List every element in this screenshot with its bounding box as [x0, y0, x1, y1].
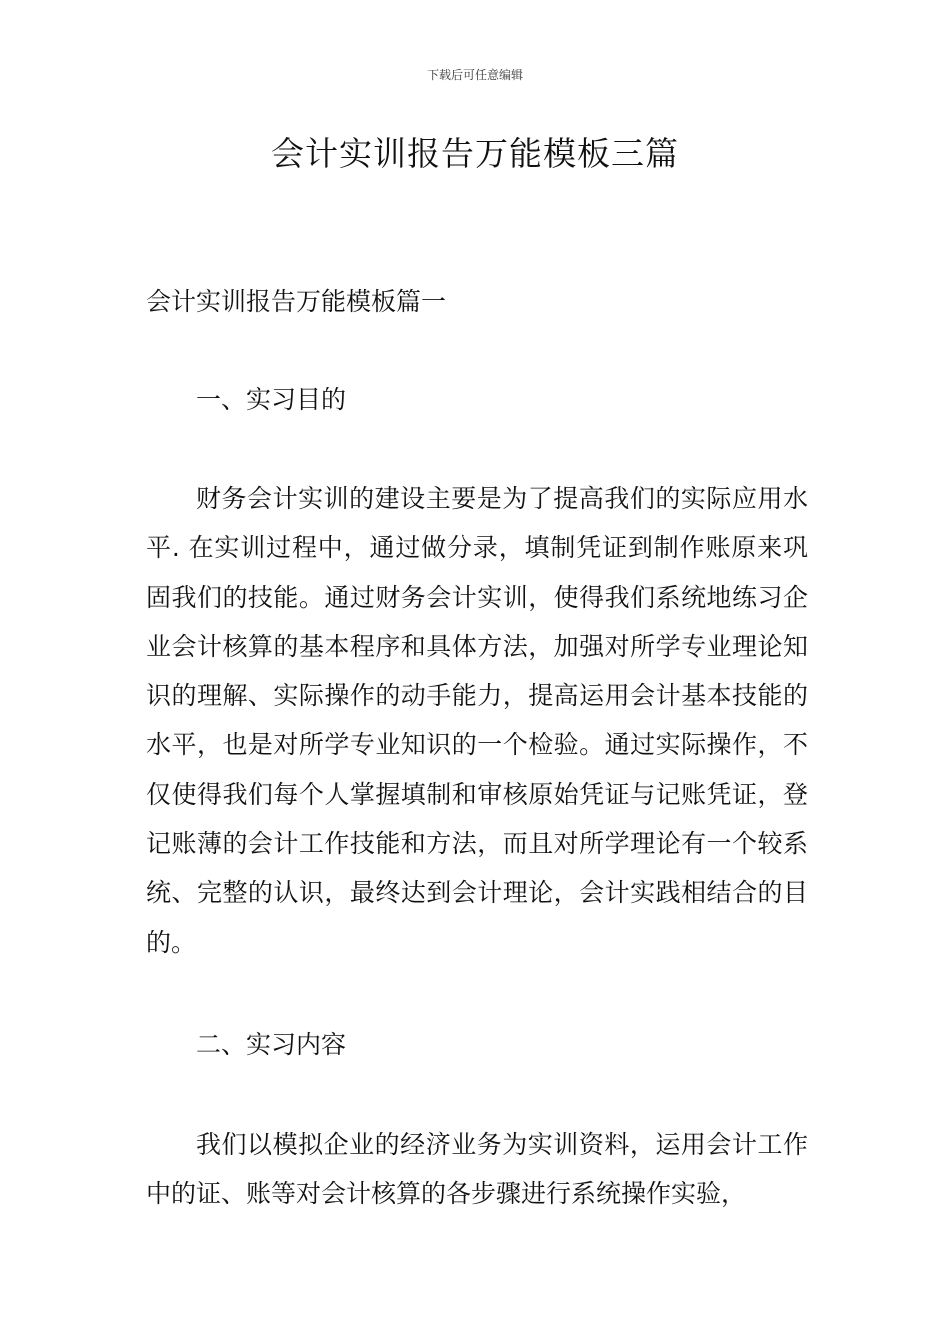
section-title: 会计实训报告万能模板篇一	[146, 287, 447, 316]
header-note: 下载后可任意编辑	[426, 68, 523, 82]
heading-purpose: 一、实习目的	[196, 385, 347, 414]
document-title: 会计实训报告万能模板三篇	[271, 134, 679, 173]
paragraph-content: 我们以模拟企业的经济业务为实训资料，运用会计工作中的证、账等对会计核算的各步骤进行系统操作实验，	[146, 1130, 808, 1209]
heading-content: 二、实习内容	[196, 1030, 347, 1059]
paragraph-purpose: 财务会计实训的建设主要是为了提高我们的实际应用水平. 在实训过程中，通过做分录，填制凭证到制作账原来巩固我们的技能。通过财务会计实训，使得我们系统地练习企业会计核算的基本程序和具体方法，加强对所学专业理论知识的理解、实际操作的动手能力，提高运用会计基本技能的水平，也是对所学专业知识的一个检验。通过实际操作，不仅使得我们每个人掌握填制和审核原始凭证与记账凭证，登记账薄的会计工作技能和方法，而且对所学理论有一个较系统、完整的认识，最终达到会计理论，会计实践相结合的目的。	[146, 484, 808, 957]
